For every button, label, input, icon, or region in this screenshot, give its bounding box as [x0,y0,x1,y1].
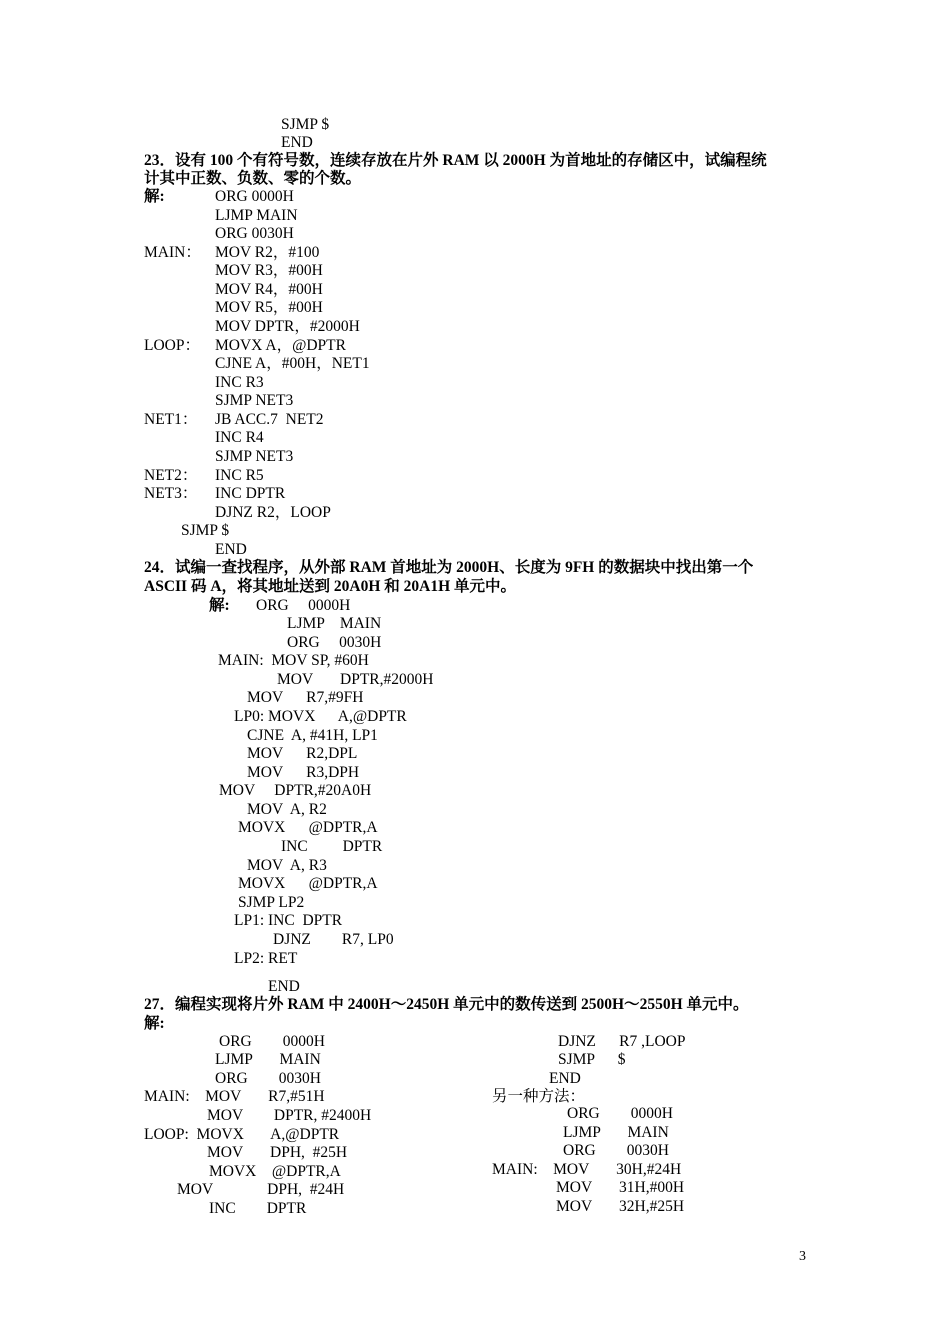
code-line: INC R5 [215,467,264,484]
code-line: SJMP NET3 [215,392,294,409]
code-line: MOV 32H,#25H [556,1198,685,1215]
code-line: DJNZ R2，LOOP [215,504,331,521]
code-line: MOV R4，#00H [215,281,323,298]
code-line: MAIN: MOV SP, #60H [218,652,369,669]
code-line: MOVX @DPTR,A [238,875,378,892]
code-line: MOV 31H,#00H [556,1179,685,1196]
code-line: LJMP MAIN [215,207,298,224]
question-23-text: 23．设有 100 个有符号数，连续存放在片外 RAM 以 2000H 为首地址的存储区中，试编程统 [144,152,767,169]
code-line: LP1: INC DPTR [234,912,343,929]
code-line: LP2: RET [234,950,298,967]
code-line: MOV DPTR, #2400H [207,1107,372,1124]
code-line: MAIN: MOV R7,#51H [144,1088,325,1105]
code-line: ORG 0000H [215,188,294,205]
code-label: NET1： [144,411,198,428]
question-24-text: ASCII 码 A，将其地址送到 20A0H 和 20A1H 单元中。 [144,578,517,595]
code-line: SJMP $ [558,1051,626,1068]
code-line: MOV DPTR,#2000H [277,671,434,688]
code-line: MOV DPH, #25H [207,1144,348,1161]
code-line: MOVX @DPTR,A [238,819,378,836]
code-line: LJMP MAIN [287,615,382,632]
question-24-text: 24．试编一查找程序，从外部 RAM 首地址为 2000H、长度为 9FH 的数据块中找出第一个 [144,559,754,576]
code-line: MOVX A，@DPTR [215,337,346,354]
answer-label: 解: [144,188,165,205]
code-line: MOV R3,DPH [247,764,360,781]
code-line: MOV R2，#100 [215,244,320,261]
code-line: ORG 0030H [215,225,294,242]
code-line: CJNE A，#00H，NET1 [215,355,370,372]
code-line: INC DPTR [281,838,383,855]
code-line: INC R3 [215,374,264,391]
code-line: CJNE A, #41H, LP1 [247,727,378,744]
code-line: MOV A, R3 [247,857,327,874]
code-line: MOV DPTR，#2000H [215,318,360,335]
code-line: ORG 0000H [256,597,351,614]
code-line: LJMP MAIN [563,1124,669,1141]
code-line: SJMP LP2 [238,894,305,911]
code-line: END [268,978,300,995]
code-line: SJMP NET3 [215,448,294,465]
code-label: NET2： [144,467,198,484]
answer-label: 解: [144,1015,165,1032]
code-line: INC DPTR [209,1200,307,1217]
code-label: LOOP： [144,337,200,354]
code-line: SJMP $ [181,522,230,539]
code-line: MOV R3，#00H [215,262,323,279]
code-label: NET3： [144,485,198,502]
code-line: ORG 0030H [215,1070,321,1087]
question-27-text: 27．编程实现将片外 RAM 中 2400H～2450H 单元中的数传送到 2500H～2550H 单元中。 [144,996,749,1013]
code-line: INC R4 [215,429,264,446]
code-line: MOV A, R2 [247,801,327,818]
code-line: END [215,541,247,558]
code-label: MAIN： [144,244,201,261]
code-line: MAIN: MOV 30H,#24H [492,1161,682,1178]
code-line: MOVX @DPTR,A [209,1163,341,1180]
page-number: 3 [799,1249,806,1264]
code-line: ORG 0000H [567,1105,673,1122]
code-line: ORG 0030H [563,1142,669,1159]
code-line: END [281,134,313,151]
method-note: 另一种方法： [492,1088,586,1105]
code-line: JB ACC.7 NET2 [215,411,324,428]
code-line: INC DPTR [215,485,286,502]
code-line: LP0: MOVX A,@DPTR [234,708,407,725]
code-line: ORG 0030H [287,634,382,651]
code-line: MOV R7,#9FH [247,689,364,706]
code-line: MOV R5，#00H [215,299,323,316]
code-line: DJNZ R7 ,LOOP [558,1033,686,1050]
code-line: SJMP $ [281,116,330,133]
code-line: MOV DPH, #24H [177,1181,345,1198]
code-line: LOOP: MOVX A,@DPTR [144,1126,340,1143]
question-23-text: 计其中正数、负数、零的个数。 [144,170,362,187]
answer-label: 解: [209,597,230,614]
code-line: LJMP MAIN [215,1051,321,1068]
code-line: END [549,1070,581,1087]
code-line: MOV R2,DPL [247,745,358,762]
code-line: ORG 0000H [219,1033,325,1050]
code-line: DJNZ R7, LP0 [273,931,394,948]
code-line: MOV DPTR,#20A0H [219,782,372,799]
